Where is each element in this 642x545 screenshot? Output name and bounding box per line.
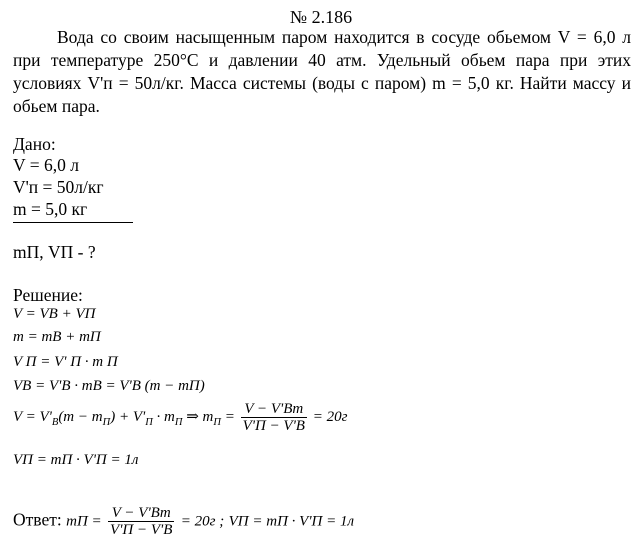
answer-mass-lhs: mП =	[66, 513, 102, 530]
equation-steam-volume-result: VП = mП · V'П = 1л	[13, 452, 139, 468]
fraction-result: = 20г	[312, 408, 348, 425]
answer-mass-fraction	[108, 505, 174, 538]
given-divider	[13, 222, 133, 223]
fraction-denominator: V'П − V'В	[242, 418, 305, 434]
given-specific-volume: V'п = 50л/кг	[13, 177, 104, 197]
answer-line	[13, 505, 354, 538]
equation-mass-sum: m = mВ + mП	[13, 329, 101, 345]
steam-mass-fraction	[241, 401, 307, 434]
problem-statement: Вода со своим насыщенным паром находится в сосуде обьемом V = 6,0 л при температуре 250°С и давлении 40 атм. Удельный обьем пара при этих условиях V'п = 50л/кг. Масса системы (воды с паром) m = 5,0 кг. Найти массу и обьем пара.	[13, 27, 631, 116]
answer-volume: VП = mП · V'П = 1л	[228, 513, 355, 530]
find-unknowns: mП, VП - ?	[13, 242, 96, 262]
equation-steam-volume: V П = V' П · m П	[13, 354, 118, 370]
answer-fraction-denominator: V'П − V'В	[110, 522, 173, 538]
given-heading: Дано:	[13, 134, 56, 154]
equation-steam-mass	[13, 401, 347, 434]
given-volume: V = 6,0 л	[13, 155, 79, 175]
solution-heading: Решение:	[13, 285, 83, 305]
equation-water-volume: VВ = V'В · mВ = V'В (m − mП)	[13, 378, 205, 394]
equation-steam-mass-lhs: $V = V'_В(m - m_П) + V'_П \cdot m_П$ ⇒ $m_П$ =	[13, 408, 235, 428]
equation-volume-sum: V = VВ + VП	[13, 306, 96, 322]
answer-fraction-numerator: V − V'Вm	[108, 505, 174, 522]
given-mass: m = 5,0 кг	[13, 199, 88, 219]
problem-number: № 2.186	[289, 7, 353, 27]
answer-mass-result: = 20г ;	[180, 513, 225, 530]
fraction-numerator: V − V'Вm	[241, 401, 307, 418]
answer-label: Ответ:	[13, 509, 62, 530]
